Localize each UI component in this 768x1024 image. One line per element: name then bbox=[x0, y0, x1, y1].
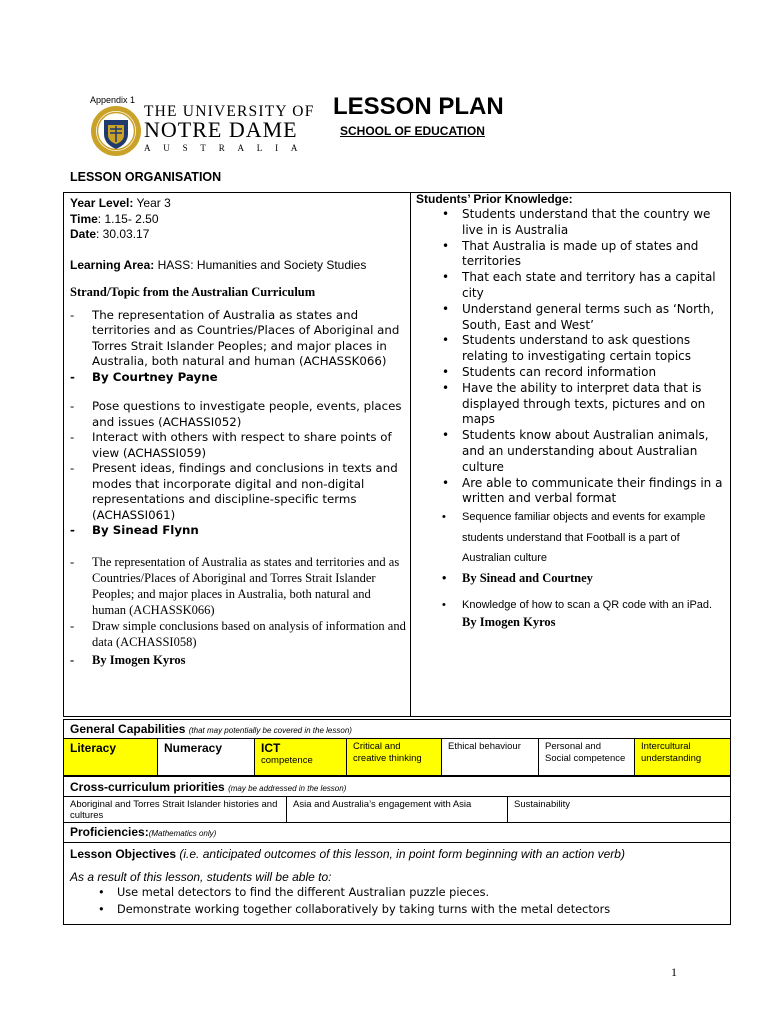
ict-label: ICT bbox=[261, 741, 281, 755]
objectives-intro: As a result of this lesson, students will be able to: bbox=[70, 870, 332, 884]
proficiencies-row bbox=[63, 822, 731, 843]
objectives-heading-line bbox=[70, 847, 724, 862]
list-item: • That Australia is made up of states and territories bbox=[416, 239, 728, 271]
curriculum-list-2 bbox=[70, 399, 406, 539]
list-item: - The representation of Australia as states and territories and as Countries/Places of Aboriginal and Torres Strait Islander Peoples; and major places in Australia, both natural and human (ACHASSK066) bbox=[70, 308, 406, 370]
year-level-label: Year Level: bbox=[70, 196, 134, 210]
proficiencies-label: Proficiencies: bbox=[70, 825, 149, 839]
list-item: • Are able to communicate their findings in a written and verbal format bbox=[416, 476, 728, 508]
learning-area-value: HASS: Humanities and Society Studies bbox=[154, 257, 367, 272]
learning-area-label: Learning Area: bbox=[70, 257, 155, 272]
page-number: 1 bbox=[671, 965, 677, 979]
lesson-objectives bbox=[63, 842, 731, 925]
cross-curriculum-label: Cross-curriculum priorities bbox=[70, 780, 225, 794]
list-item: - The representation of Australia as states and territories and as Countries/Places of Aboriginal and Torres Strait Islander Peoples; and major places in Australia, both natural and human (ACHASSK066) bbox=[70, 554, 406, 618]
date-label: Date bbox=[70, 227, 97, 241]
list-item: • Understand general terms such as ‘North, South, East and West’ bbox=[416, 302, 728, 334]
author-sinead: - By Sinead Flynn bbox=[70, 523, 406, 539]
section-heading: LESSON ORGANISATION bbox=[70, 170, 222, 184]
cross-curriculum-header bbox=[63, 776, 731, 797]
time-value: : 1.15- 2.50 bbox=[97, 211, 159, 226]
list-item: • Have the ability to interpret data that is displayed through texts, pictures and on maps bbox=[416, 381, 728, 428]
list-item: • Use metal detectors to find the different Australian puzzle pieces. bbox=[70, 885, 724, 902]
year-level-line bbox=[70, 196, 406, 212]
list-item: - Interact with others with respect to share points of view (ACHASSI059) bbox=[70, 430, 406, 461]
column-divider bbox=[410, 192, 411, 717]
list-item: • Knowledge of how to scan a QR code with an iPad. bbox=[416, 597, 728, 613]
priority-atsi: Aboriginal and Torres Strait Islander histories and cultures bbox=[63, 796, 287, 823]
prior-knowledge-heading: Students’ Prior Knowledge: bbox=[416, 192, 573, 206]
capability-ethical: Ethical behaviour bbox=[441, 738, 539, 776]
year-level-value: Year 3 bbox=[133, 196, 171, 210]
time-label: Time bbox=[70, 211, 98, 226]
curriculum-list-1 bbox=[70, 308, 406, 370]
capability-personal-social: Personal and Social competence bbox=[538, 738, 635, 776]
learning-area-line bbox=[70, 258, 406, 274]
capability-critical-thinking: Critical and creative thinking bbox=[346, 738, 442, 776]
university-line-2: NOTRE DAME bbox=[144, 117, 298, 142]
left-column bbox=[70, 196, 406, 668]
author-imogen: - By Imogen Kyros bbox=[70, 652, 406, 668]
objectives-list bbox=[70, 885, 724, 918]
list-item: • Sequence familiar objects and events for example students understand that Football is a part of Australian culture bbox=[416, 507, 728, 569]
capability-ict bbox=[254, 738, 347, 776]
priority-sustainability: Sustainability bbox=[507, 796, 731, 823]
cross-curriculum-note: (may be addressed in the lesson) bbox=[228, 784, 347, 793]
page-subtitle: SCHOOL OF EDUCATION bbox=[340, 124, 485, 138]
date-line bbox=[70, 227, 406, 243]
strand-heading: Strand/Topic from the Australian Curriculum bbox=[70, 285, 316, 299]
university-line-3: AUSTRALIA bbox=[144, 143, 311, 153]
time-line bbox=[70, 212, 406, 228]
author-courtney: - By Courtney Payne bbox=[70, 370, 406, 386]
page-title: LESSON PLAN bbox=[333, 93, 504, 120]
university-crest-logo bbox=[90, 105, 142, 157]
list-item: - Present ideas, findings and conclusions in texts and modes that incorporate digital and non-digital representations and discipline-specific terms (ACHASSI061) bbox=[70, 461, 406, 523]
author-sinead-courtney: • By Sinead and Courtney bbox=[416, 569, 728, 587]
list-item: • Students know about Australian animals, and an understanding about Australian culture bbox=[416, 428, 728, 475]
prior-knowledge-list bbox=[416, 207, 728, 631]
author-imogen-right: By Imogen Kyros bbox=[462, 614, 556, 629]
appendix-label: Appendix 1 bbox=[90, 95, 136, 105]
list-item: • Demonstrate working together collaboratively by taking turns with the metal detectors bbox=[70, 902, 724, 919]
list-item: - Pose questions to investigate people, events, places and issues (ACHASSI052) bbox=[70, 399, 406, 430]
list-item: • Students understand that the country we live in is Australia bbox=[416, 207, 728, 239]
university-line-1: THE UNIVERSITY OF bbox=[144, 103, 315, 120]
list-item: • Students can record information bbox=[416, 365, 728, 381]
general-capabilities-header bbox=[63, 719, 731, 739]
list-item: - Draw simple conclusions based on analysis of information and data (ACHASSI058) bbox=[70, 618, 406, 650]
objectives-note: (i.e. anticipated outcomes of this lesson, in point form beginning with an action verb) bbox=[176, 847, 625, 861]
ict-sub-label: competence bbox=[261, 755, 313, 766]
priority-asia: Asia and Australia’s engagement with Asia bbox=[286, 796, 508, 823]
capability-numeracy: Numeracy bbox=[157, 738, 255, 776]
author-1-list bbox=[70, 370, 406, 386]
capability-literacy: Literacy bbox=[63, 738, 158, 776]
list-item: • That each state and territory has a capital city bbox=[416, 270, 728, 302]
proficiencies-note: (Mathematics only) bbox=[148, 829, 217, 838]
objectives-heading: Lesson Objectives bbox=[70, 847, 177, 861]
general-capabilities-note: (that may potentially be covered in the lesson) bbox=[188, 726, 352, 735]
capability-intercultural: Intercultural understanding bbox=[634, 738, 731, 776]
date-value: : 30.03.17 bbox=[96, 227, 150, 241]
list-item: • Students understand to ask questions relating to investigating certain topics bbox=[416, 333, 728, 365]
right-column bbox=[416, 192, 728, 631]
curriculum-list-3 bbox=[70, 554, 406, 668]
general-capabilities-label: General Capabilities bbox=[70, 722, 186, 736]
university-wordmark bbox=[144, 104, 315, 153]
